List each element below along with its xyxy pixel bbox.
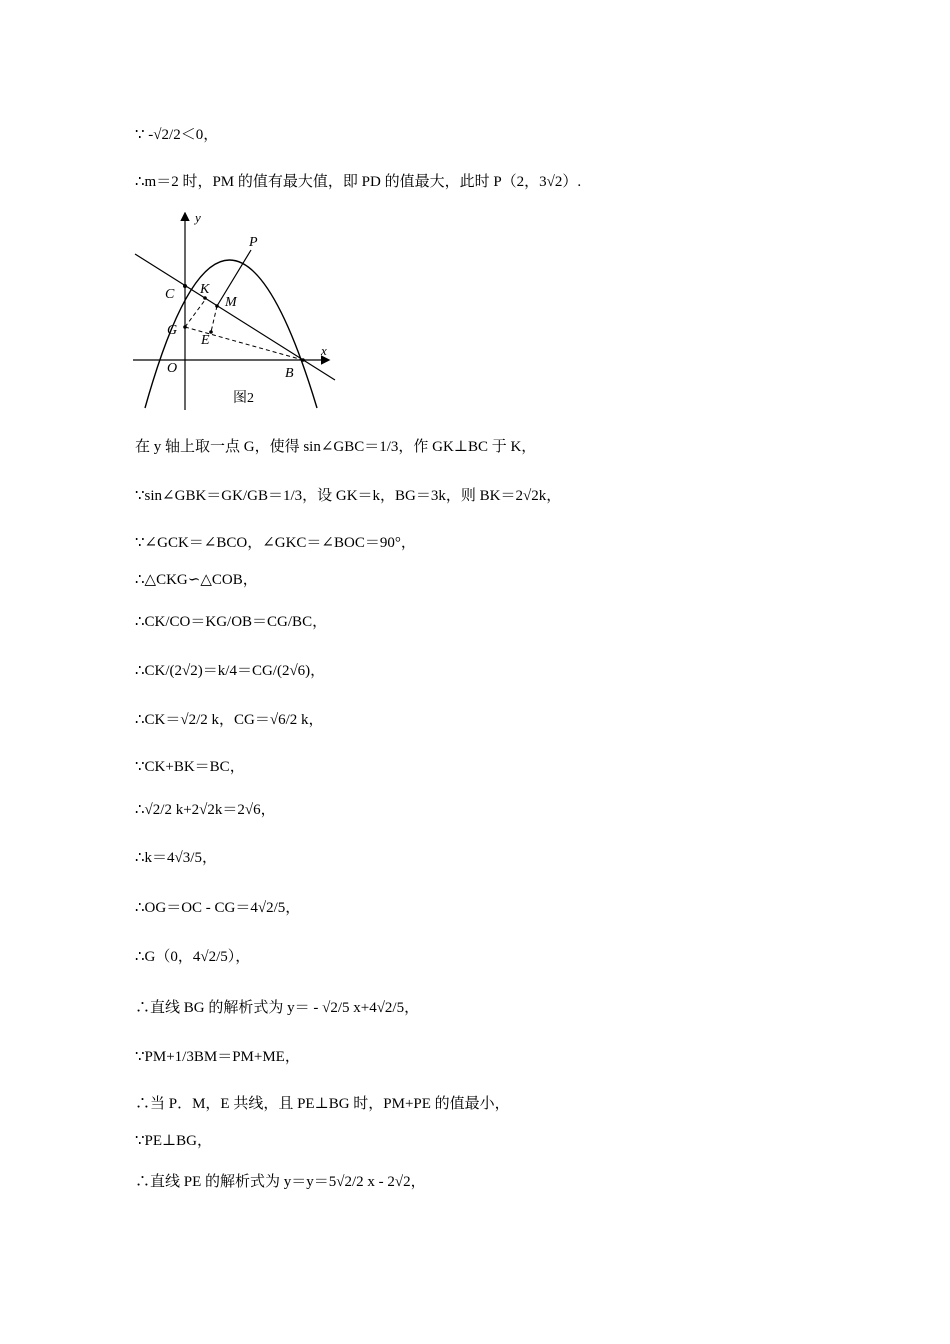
line-2: ∴m＝2 时，PM 的值有最大值，即 PD 的值最大，此时 P（2，3√2）. bbox=[135, 174, 582, 190]
line-12: ∴k＝4√3/5， bbox=[135, 850, 217, 866]
label-c: C bbox=[165, 287, 175, 302]
line-9: ∴CK＝√2/2 k，CG＝√6/2 k， bbox=[135, 712, 324, 728]
segment-gk bbox=[185, 300, 205, 327]
point-b bbox=[301, 358, 305, 362]
geometry-figure bbox=[133, 212, 343, 412]
line-14: ∴G（0，4√2/5）， bbox=[135, 949, 251, 965]
figure-svg bbox=[133, 212, 343, 412]
point-c bbox=[183, 284, 187, 288]
line-5: ∵∠GCK＝∠BCO，∠GKC＝∠BOC＝90°， bbox=[135, 535, 416, 551]
line-8: ∴CK/(2√2)＝k/4＝CG/(2√6)， bbox=[135, 663, 326, 679]
point-e bbox=[209, 330, 213, 334]
line-11: ∴√2/2 k+2√2k＝2√6， bbox=[135, 802, 276, 818]
label-b: B bbox=[285, 366, 294, 381]
point-g bbox=[183, 325, 187, 329]
line-6: ∴△CKG∽△COB， bbox=[135, 572, 258, 588]
line-13: ∴OG＝OC - CG＝4√2/5， bbox=[135, 900, 301, 916]
line-bc bbox=[135, 254, 335, 380]
point-m bbox=[215, 304, 219, 308]
line-15: ∴直线 BG 的解析式为 y＝ - √2/5 x+4√2/5， bbox=[135, 1000, 420, 1016]
label-x: x bbox=[321, 343, 327, 358]
label-y: y bbox=[195, 212, 201, 225]
line-4: ∵sin∠GBK＝GK/GB＝1/3，设 GK＝k，BG＝3k，则 BK＝2√2k， bbox=[135, 488, 562, 504]
line-16: ∵PM+1/3BM＝PM+ME， bbox=[135, 1049, 300, 1065]
figure-caption: 图2 bbox=[233, 391, 254, 406]
label-g: G bbox=[167, 323, 178, 338]
label-p: P bbox=[249, 235, 258, 250]
line-10: ∵CK+BK＝BC， bbox=[135, 759, 245, 775]
label-m: M bbox=[225, 295, 237, 310]
line-1: ∵ -√2/2＜0， bbox=[135, 127, 219, 143]
line-17: ∴当 P．M，E 共线，且 PE⊥BG 时，PM+PE 的值最小， bbox=[135, 1096, 510, 1112]
label-k: K bbox=[200, 282, 210, 297]
line-19: ∴直线 PE 的解析式为 y＝y＝5√2/2 x - 2√2， bbox=[135, 1174, 426, 1190]
segment-me bbox=[211, 306, 217, 332]
line-3: 在 y 轴上取一点 G，使得 sin∠GBC＝1/3，作 GK⊥BC 于 K， bbox=[135, 439, 537, 455]
label-e: E bbox=[201, 333, 210, 348]
line-18: ∵PE⊥BG， bbox=[135, 1133, 212, 1149]
label-o: O bbox=[167, 361, 178, 376]
line-7: ∴CK/CO＝KG/OB＝CG/BC， bbox=[135, 614, 328, 630]
